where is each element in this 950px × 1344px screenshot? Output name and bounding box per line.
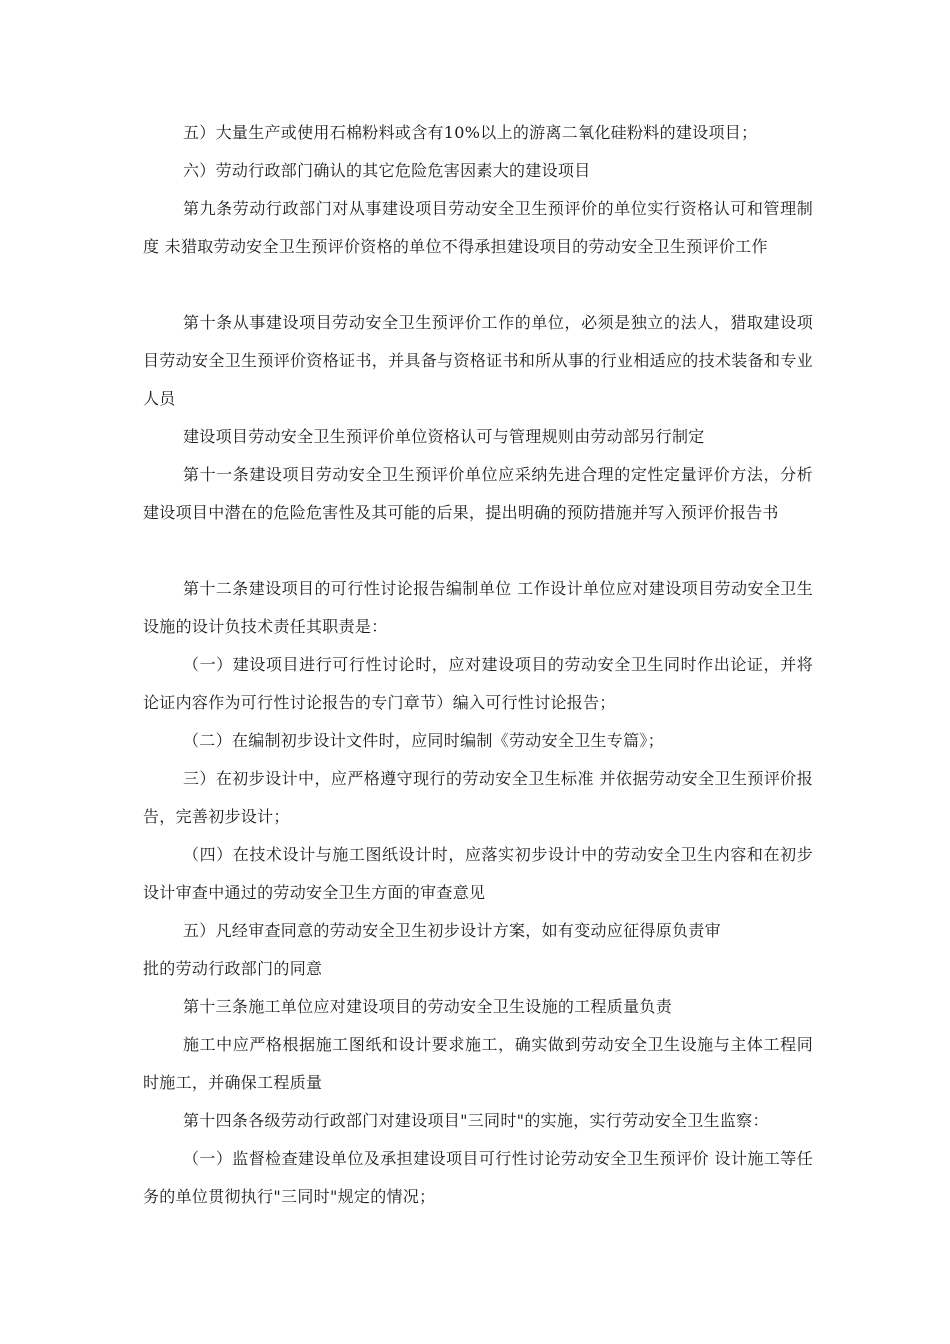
paragraph-article-9: 第九条劳动行政部门对从事建设项目劳动安全卫生预评价的单位实行资格认可和管理制度 未猎取劳动安全卫生预评价资格的单位不得承担建设项目的劳动安全卫生预评价工作 (143, 199, 813, 256)
paragraph-duty-5: 五）凡经审查同意的劳动安全卫生初步设计方案，如有变动应征得原负责审 (183, 921, 721, 940)
paragraph-item-6: 六）劳动行政部门确认的其它危险危害因素大的建设项目 (183, 161, 591, 180)
paragraph-duty-5-continued: 批的劳动行政部门的同意 (143, 959, 323, 978)
paragraph-article-12: 第十二条建设项目的可行性讨论报告编制单位 工作设计单位应对建设项目劳动安全卫生设施的设计负技术责任其职责是： (143, 579, 813, 636)
paragraph-article-13: 第十三条施工单位应对建设项目的劳动安全卫生设施的工程质量负责 (183, 997, 673, 1016)
paragraph-construction-requirement: 施工中应严格根据施工图纸和设计要求施工，确实做到劳动安全卫生设施与主体工程同时施工，并确保工程质量 (143, 1035, 813, 1092)
paragraph-duty-1: （一）建设项目进行可行性讨论时，应对建设项目的劳动安全卫生同时作出论证，并将论证内容作为可行性讨论报告的专门章节）编入可行性讨论报告； (143, 655, 813, 712)
paragraph-qualification-rules: 建设项目劳动安全卫生预评价单位资格认可与管理规则由劳动部另行制定 (183, 427, 705, 446)
paragraph-article-14: 第十四条各级劳动行政部门对建设项目"三同时"的实施，实行劳动安全卫生监察： (183, 1111, 769, 1130)
paragraph-duty-3: 三）在初步设计中，应严格遵守现行的劳动安全卫生标准 并依据劳动安全卫生预评价报告，完善初步设计； (143, 769, 813, 826)
paragraph-article-11: 第十一条建设项目劳动安全卫生预评价单位应采纳先进合理的定性定量评价方法，分析建设项目中潜在的危险危害性及其可能的后果，提出明确的预防措施并写入预评价报告书 (143, 465, 813, 522)
paragraph-item-5: 五）大量生产或使用石棉粉料或含有10%以上的游离二氧化硅粉料的建设项目； (183, 123, 758, 142)
paragraph-supervision-1: （一）监督检查建设单位及承担建设项目可行性讨论劳动安全卫生预评价 设计施工等任务的单位贯彻执行"三同时"规定的情况； (143, 1149, 813, 1206)
paragraph-article-10: 第十条从事建设项目劳动安全卫生预评价工作的单位，必须是独立的法人，猎取建设项目劳动安全卫生预评价资格证书，并具备与资格证书和所从事的行业相适应的技术装备和专业人员 (143, 313, 813, 408)
paragraph-duty-4: （四）在技术设计与施工图纸设计时，应落实初步设计中的劳动安全卫生内容和在初步设计审查中通过的劳动安全卫生方面的审查意见 (143, 845, 813, 902)
paragraph-duty-2: （二）在编制初步设计文件时，应同时编制《劳动安全卫生专篇》； (183, 731, 665, 750)
